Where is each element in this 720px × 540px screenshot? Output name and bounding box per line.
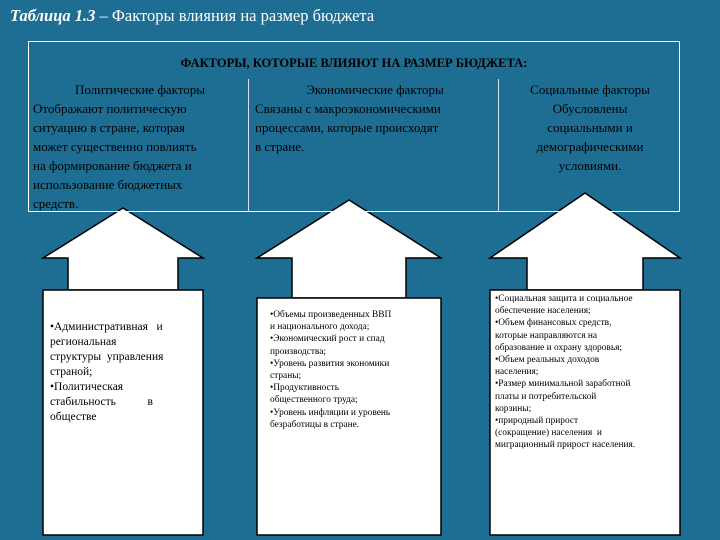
list-item: (сокращение) населения и	[495, 428, 602, 439]
list-item: обществе	[50, 411, 97, 423]
text-line: на формирование бюджета и	[33, 158, 192, 173]
economic-factors-list	[270, 309, 440, 431]
column-header-social: Социальные факторы	[530, 82, 650, 97]
text-line: условиями.	[558, 158, 622, 173]
list-item: •Размер минимальной заработной	[495, 379, 631, 390]
list-item: платы и потребительской	[495, 391, 597, 402]
text-line: использование бюджетных	[33, 177, 183, 192]
arrow-political	[43, 208, 203, 290]
list-item: которые направляются на	[495, 330, 598, 341]
list-item: безработицы в стране.	[270, 419, 360, 430]
list-item: •Уровень развития экономики	[270, 358, 390, 369]
text-line: может существенно повлиять	[33, 139, 197, 154]
list-item: производства;	[270, 346, 326, 357]
list-item: •Административная и	[50, 321, 163, 333]
list-item: образование и охрану здоровья;	[495, 342, 623, 353]
political-factors-list	[50, 320, 198, 425]
title-text: – Факторы влияния на размер бюджета	[95, 6, 375, 25]
text-line: ситуацию в стране, которая	[33, 120, 185, 135]
list-item: •Объем финансовых средств,	[495, 318, 612, 329]
list-item: •Социальная защита и социальное	[495, 294, 633, 304]
column-divider	[248, 79, 249, 211]
list-item: населения;	[495, 367, 539, 378]
column-divider	[498, 79, 499, 211]
text-line: средств.	[33, 196, 79, 211]
list-item: •Уровень инфляции и уровень	[270, 407, 391, 418]
list-item: миграционный прирост населения.	[495, 440, 636, 451]
text-line: демографическими	[536, 139, 644, 154]
column-text-social	[505, 99, 675, 175]
list-item: структуры управления	[50, 351, 164, 363]
list-item: •Продуктивность	[270, 383, 340, 394]
list-item: стабильность в	[50, 396, 153, 408]
column-text-political	[33, 99, 247, 213]
list-item: •Объем реальных доходов	[495, 355, 600, 366]
list-item: •Политическая	[50, 381, 124, 393]
text-line: процессами, которые происходят	[255, 120, 439, 135]
list-item: страной;	[50, 366, 93, 378]
text-line: в стране.	[255, 139, 305, 154]
factors-table	[28, 41, 680, 212]
table-heading: ФАКТОРЫ, КОТОРЫЕ ВЛИЯЮТ НА РАЗМЕР БЮДЖЕТА:	[180, 56, 528, 70]
social-factors-list	[495, 293, 679, 452]
column-header-political: Политические факторы	[74, 82, 206, 97]
text-line: Отображают политическую	[33, 101, 187, 116]
table-number: Таблица 1.3	[10, 6, 96, 25]
list-item: •Экономический рост и спад	[270, 334, 385, 345]
text-line: Связаны с макроэкономическими	[255, 101, 441, 116]
list-item: обеспечение населения;	[495, 306, 591, 317]
list-item: •Объемы произведенных ВВП	[270, 310, 392, 320]
arrow-economic	[257, 200, 441, 298]
list-item: корзины;	[495, 403, 532, 414]
list-item: региональная	[50, 336, 117, 348]
column-text-economic	[255, 99, 497, 156]
text-line: Обусловлены	[552, 101, 628, 116]
list-item: •природный прирост	[495, 416, 579, 427]
list-item: страны;	[270, 371, 302, 382]
list-item: общественного труда;	[270, 395, 358, 406]
column-header-economic: Экономические факторы	[306, 82, 444, 97]
list-item: и национального дохода;	[270, 322, 370, 333]
text-line: социальными и	[547, 120, 633, 135]
